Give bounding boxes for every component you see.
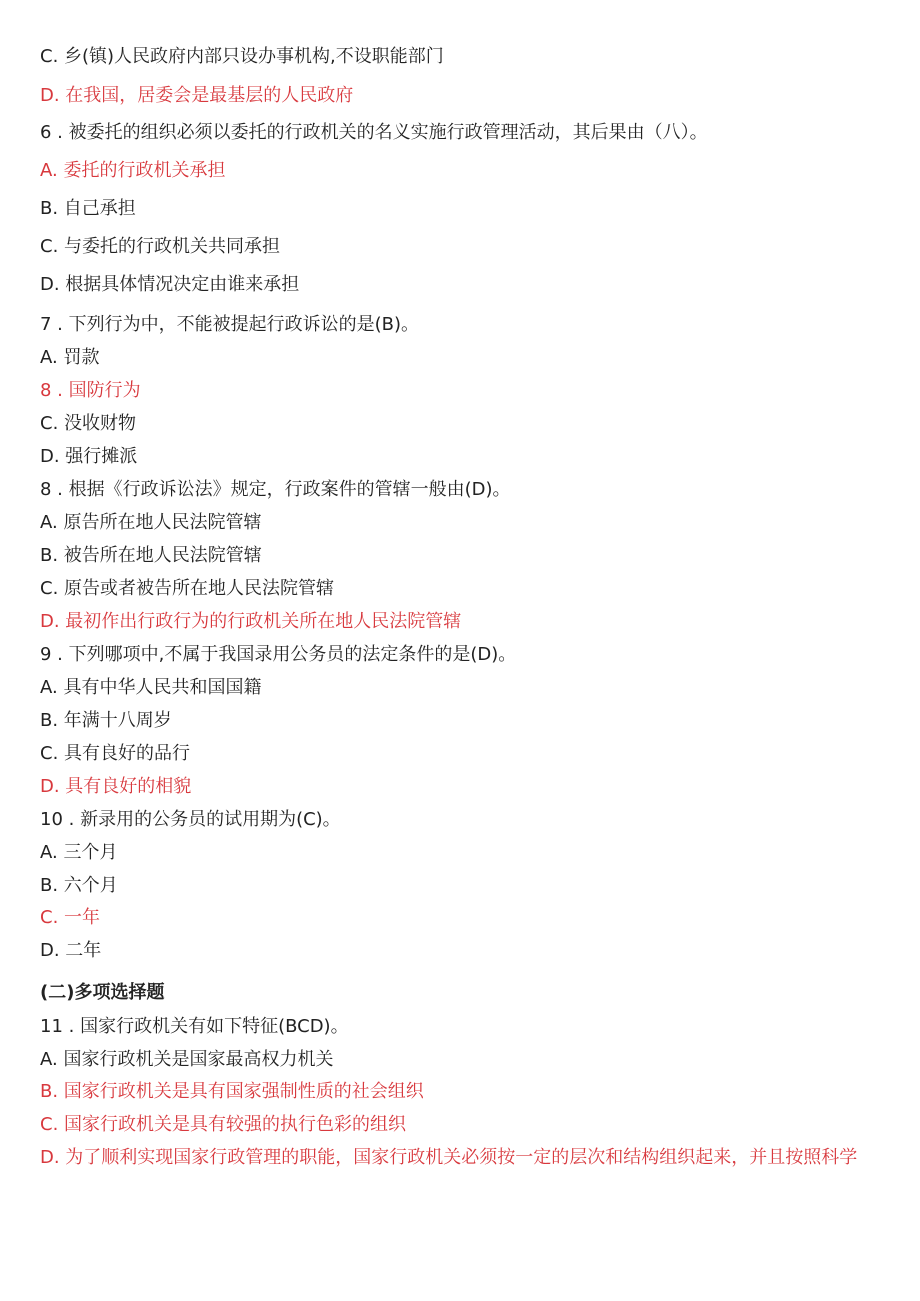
option-d-line: D. 为了顺利实现国家行政管理的职能，国家行政机关必须按一定的层次和结构组织起来，并且按照科学 (40, 1147, 858, 1168)
option-d-line: D. 强行摊派 (40, 446, 138, 467)
question-8: 8 . 根据《行政诉讼法》规定，行政案件的管辖一般由(D)。 (40, 479, 511, 500)
option-a-line: A. 罚款 (40, 347, 100, 368)
option-d-line: D. 最初作出行政行为的行政机关所在地人民法院管辖 (40, 611, 462, 632)
option-a-line: A. 原告所在地人民法院管辖 (40, 512, 262, 533)
option-b-line: 8 . 国防行为 (40, 380, 141, 401)
option-c-line: C. 具有良好的品行 (40, 743, 191, 764)
option-d-line: D. 二年 (40, 940, 102, 961)
question-7: 7 . 下列行为中，不能被提起行政诉讼的是(B)。 (40, 314, 420, 335)
option-a-line: A. 具有中华人民共和国国籍 (40, 677, 262, 698)
option-b-line: B. 自己承担 (40, 198, 136, 219)
option-c-line: C. 一年 (40, 907, 101, 928)
option-b-line: B. 被告所在地人民法院管辖 (40, 545, 262, 566)
option-c-line: C. 原告或者被告所在地人民法院管辖 (40, 578, 335, 599)
option-b-line: B. 六个月 (40, 875, 118, 896)
question-9: 9 . 下列哪项中,不属于我国录用公务员的法定条件的是(D)。 (40, 644, 517, 665)
option-a-line: A. 国家行政机关是国家最高权力机关 (40, 1049, 334, 1070)
section-heading: (二)多项选择题 (40, 982, 165, 1003)
question-10: 10 . 新录用的公务员的试用期为(C)。 (40, 809, 341, 830)
option-d-line: D. 具有良好的相貌 (40, 776, 192, 797)
option-a-line: A. 委托的行政机关承担 (40, 160, 226, 181)
option-d-line: D. 在我国，居委会是最基层的人民政府 (40, 85, 354, 106)
option-b-line: B. 年满十八周岁 (40, 710, 172, 731)
option-c-line: C. 没收财物 (40, 413, 137, 434)
option-b-line: B. 国家行政机关是具有国家强制性质的社会组织 (40, 1081, 424, 1102)
option-c-line: C. 国家行政机关是具有较强的执行色彩的组织 (40, 1114, 407, 1135)
option-c-line: C. 与委托的行政机关共同承担 (40, 236, 281, 257)
question-11: 11 . 国家行政机关有如下特征(BCD)。 (40, 1016, 349, 1037)
option-d-line: D. 根据具体情况决定由谁来承担 (40, 274, 300, 295)
option-a-line: A. 三个月 (40, 842, 118, 863)
option-c-line: C. 乡(镇)人民政府内部只设办事机构,不设职能部门 (40, 46, 444, 67)
question-6: 6 . 被委托的组织必须以委托的行政机关的名义实施行政管理活动，其后果由（八）。 (40, 122, 708, 143)
